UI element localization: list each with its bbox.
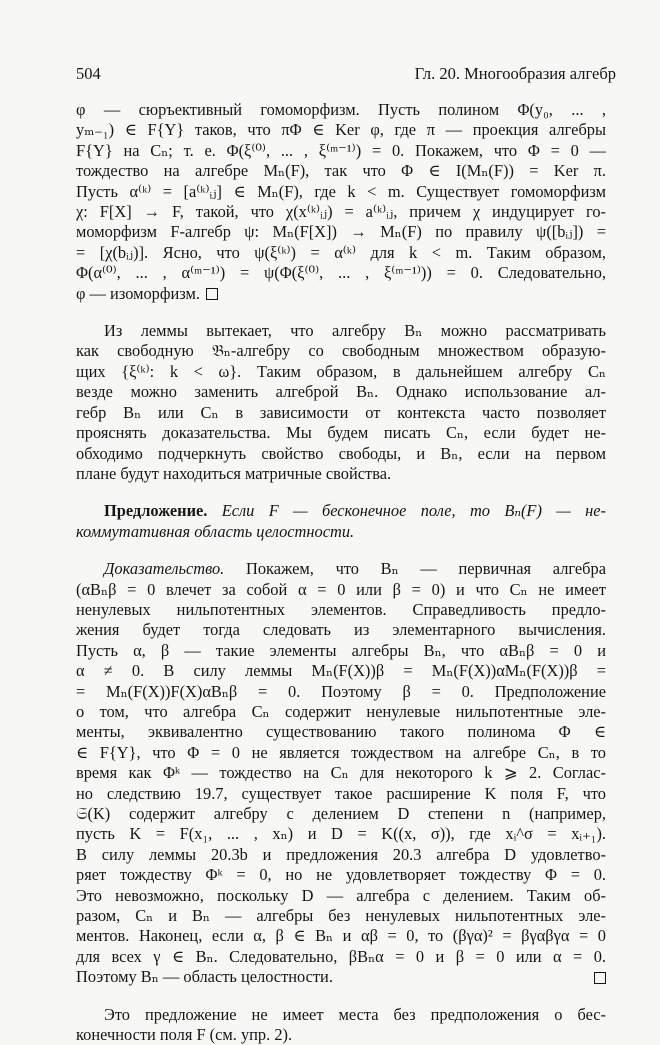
text-line: обходимо подчеркнуть свойство свободы, и Bₙ, если на первом — [76, 443, 606, 463]
qed-square-icon — [594, 972, 606, 984]
text-line — [76, 501, 606, 521]
text-line: В силу леммы 20.3b и предложения 20.3 алгебра D удовлетво- — [76, 844, 606, 864]
text-line: Φ(α⁽⁰⁾, ... , α⁽ᵐ⁻¹⁾) = ψ(Φ(ξ⁽⁰⁾, ... , ξ⁽ᵐ⁻¹⁾)) = 0. Следовательно, — [76, 263, 606, 283]
text-line: пусть K = F(x₁, ... , xₙ) и D = K((x, σ)), где xᵢ^σ = xᵢ₊₁). — [76, 824, 606, 844]
closing-paragraph — [76, 1005, 606, 1045]
text-line: жения будет тогда следовать из элементарного вычисления. — [76, 620, 606, 640]
text-line: менты, эквивалентно существованию такого полинома Φ ∈ — [76, 722, 606, 742]
text-line: φ — сюръективный гомоморфизм. Пусть полином Φ(y₀, ... , — [76, 100, 606, 119]
text-line: Это невозможно, поскольку D — алгебра с делением. Таким об- — [76, 885, 606, 905]
text-line: = Mₙ(F(X))F(X)αBₙβ = 0. Поэтому β = 0. Предположение — [76, 681, 606, 701]
paragraph-gap — [76, 484, 606, 501]
paragraph-gap — [76, 988, 606, 1005]
text-line: для всех γ ∈ Bₙ. Следовательно, βBₙα = 0 и β = 0 или α = 0. — [76, 946, 606, 966]
text-line: α ≠ 0. В силу леммы Mₙ(F(X))β = Mₙ(F(X))αMₙ(F(X))β = — [76, 661, 606, 681]
page-body — [76, 100, 606, 1045]
text-line: ряет тождеству Φᵏ = 0, но не удовлетворяет тождеству Φ = 0. — [76, 865, 606, 885]
text-line — [76, 559, 606, 579]
text-line: плане будут находиться матричные свойства. — [76, 463, 392, 483]
text-line: гебр Bₙ или Cₙ в зависимости от контекста часто позволяет — [76, 402, 606, 422]
text-line: прояснять доказательства. Мы будем писать Cₙ, если будет не- — [76, 423, 606, 443]
text-line: Из леммы вытекает, что алгебру Bₙ можно рассматривать — [104, 321, 606, 341]
paragraph-gap — [76, 542, 606, 559]
proof-label: Доказательство. — [104, 559, 225, 579]
page-number: 504 — [76, 64, 101, 83]
text-line: ненулевых нильпотентных элементов. Справедливость предло- — [76, 599, 606, 619]
text-line: Поэтому Bₙ — область целостности. — [76, 967, 333, 987]
running-head: Гл. 20. Многообразия алгебр — [414, 64, 616, 83]
text-line: Пусть α⁽ᵏ⁾ = [a⁽ᵏ⁾ᵢⱼ] ∈ Mₙ(F), где k < m. Существует гомоморфизм — [76, 181, 606, 201]
text-line: но следствию 19.7, существует такое расширение K поля F, что — [76, 783, 606, 803]
text-line: о том, что алгебра Cₙ содержит ненулевые нильпотентные эле- — [76, 701, 606, 721]
remark-paragraph — [76, 321, 606, 484]
text-line: моморфизм F-алгебр ψ: Mₙ(F[X]) → Mₙ(F) по правилу ψ([bᵢⱼ]) = — [76, 222, 606, 242]
text-line: время как Φᵏ — тождество на Cₙ для некоторого k ⩾ 2. Соглас- — [76, 763, 606, 783]
proof-text: Покажем, что Bₙ — первичная алгебра — [246, 559, 606, 579]
text-line: конечности поля F (см. упр. 2). — [76, 1025, 293, 1045]
proof-end-paragraph — [76, 100, 606, 304]
proposition-label: Предложение. — [104, 501, 208, 521]
text-line: Это предложение не имеет места без предположения о бес- — [104, 1004, 606, 1024]
text-line: F{Y} на Cₙ; т. е. Φ(ξ⁽⁰⁾, ... , ξ⁽ᵐ⁻¹⁾) = 0. Покажем, что Φ = 0 — — [76, 140, 606, 160]
text-line: коммутативная область целостности. — [76, 521, 355, 541]
text-line: χ: F[X] → F, такой, что χ(x⁽ᵏ⁾ᵢⱼ) = a⁽ᵏ⁾ᵢⱼ, причем χ индуцирует го- — [76, 202, 606, 222]
page-header — [76, 64, 616, 86]
text-line: yₘ₋₁) ∈ F{Y} таков, что πΦ ∈ Ker φ, где π — проекция алгебры — [76, 120, 606, 140]
text-line: везде можно заменить алгеброй Bₙ. Однако использование ал- — [76, 382, 606, 402]
text-line: тождество на алгебре Mₙ(F), так что Φ ∈ I(Mₙ(F)) = Ker π. — [76, 161, 606, 181]
text-line: ∈ F{Y}, что Φ = 0 не является тождеством на алгебре Cₙ, в то — [76, 742, 606, 762]
text-line-with-qed — [76, 284, 606, 304]
text-line: φ — изоморфизм. — [76, 283, 200, 303]
qed-square-icon — [206, 288, 218, 300]
text-line: как свободную 𝔅ₙ-алгебру со свободным множеством образую- — [76, 341, 606, 361]
proposition-statement: Если F — бесконечное поле, то Bₙ(F) — не- — [221, 501, 606, 521]
text-line: Пусть α, β — такие элементы алгебры Bₙ, что αBₙβ = 0 и — [76, 640, 606, 660]
text-line: 𝔖(K) содержит алгебру с делением D степени n (например, — [76, 804, 606, 823]
paragraph-gap — [76, 304, 606, 321]
text-line: разом, Cₙ и Bₙ — алгебры без ненулевых нильпотентных эле- — [76, 906, 606, 926]
text-line: ментов. Наконец, если α, β ∈ Bₙ и αβ = 0, то (βγα)² = βγαβγα = 0 — [76, 926, 606, 946]
text-line: (αBₙβ = 0 влечет за собой α = 0 или β = 0) и что Cₙ не имеет — [76, 579, 606, 599]
text-line: щих {ξ⁽ᵏ⁾: k < ω}. Таким образом, в дальнейшем алгебру Cₙ — [76, 361, 606, 381]
proposition-paragraph — [76, 501, 606, 542]
proof-paragraph — [76, 559, 606, 988]
text-line: = [χ(bᵢⱼ)]. Ясно, что ψ(ξ⁽ᵏ⁾) = α⁽ᵏ⁾ для k < m. Таким образом, — [76, 242, 606, 262]
text-line-with-qed — [76, 967, 606, 987]
